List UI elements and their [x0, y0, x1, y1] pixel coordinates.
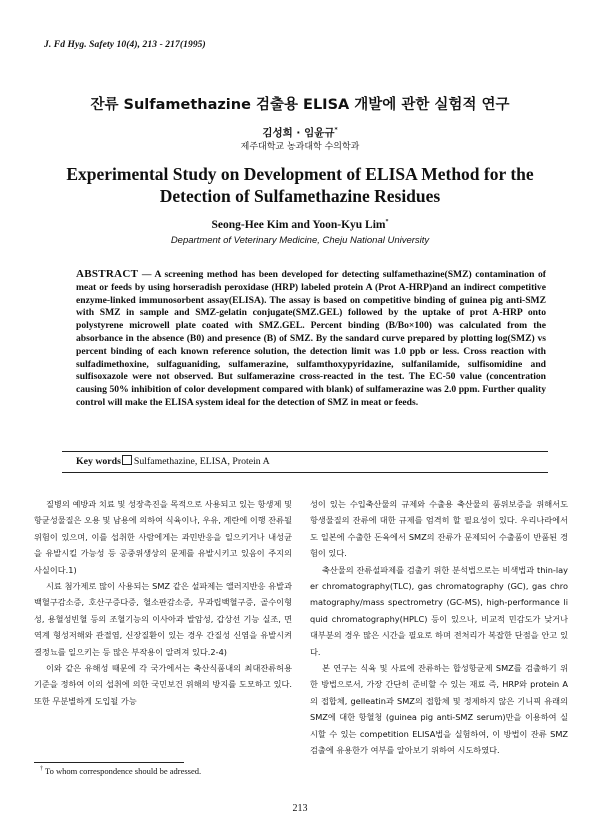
footnote — [40, 766, 201, 776]
keywords-label: Key words — [76, 456, 121, 467]
keywords-top-rule — [62, 451, 548, 452]
body-paragraph: 본 연구는 식육 및 사료에 잔류하는 합성항균제 SMZ를 검출하기 위한 방법으로서, 가장 간단히 준비할 수 있는 재료 즉, HRP와 protein A의 접합체, gelleatin과 SMZ의 접합체 및 정제하지 않은 기니픽 유래의 SMZ에 대한 항혈청 (guinea pig anti-SMZ serum)만을 이용하여 실시할 수 있는 competition ELISA법을 실험하여, 이 방법이 잔류 SMZ검출에 유용한가 여부를 알아보기 위하여 시도하였다. — [310, 663, 568, 756]
keywords — [76, 455, 270, 467]
abstract-heading: ABSTRACT — [76, 268, 139, 280]
body-paragraph: 성이 있는 수입축산물의 규제와 수출용 축산물의 품위보증을 위해서도 항생물질의 잔류에 대한 규제를 엄격히 할 필요성이 있다. 우리나라에서도 일본에 수출한 돈육에서 SMZ의 잔류가 문제되어 수출품이 반품된 경험이 있다. — [310, 499, 568, 559]
keywords-text: Sulfamethazine, ELISA, Protein A — [133, 456, 270, 467]
english-affiliation: Department of Veterinary Medicine, Cheju National University — [170, 235, 430, 246]
korean-author-mark: * — [334, 126, 338, 134]
english-title: Experimental Study on Development of ELISA Method for the Detection of Sulfamethazine Residues — [66, 164, 534, 206]
korean-author-names: 김성희 · 임윤규 — [262, 127, 335, 139]
korean-affiliation: 제주대학교 농과대학 수의학과 — [240, 142, 360, 152]
body-paragraph: 시료 첨가제로 많이 사용되는 SMZ 같은 설파제는 앨러지반응 유발과 백혈구감소증, 호산구증다증, 혈소판감소증, 무과립백혈구증, 골수이형성, 용혈성빈혈 등의 조혈기능의 이사아과 발암성, 갑상선 기능 실조, 면역계 형성저해와 관절염, 신장질환이 있는 경우 간질성 신염을 유발시켜 결정뇨를 일으키는 등 많은 부작용이 알려져 있다.2-4) — [34, 581, 292, 657]
journal-citation: J. Fd Hyg. Safety 10(4), 213 - 217(1995) — [44, 40, 206, 50]
abstract — [76, 268, 546, 410]
english-authors — [0, 219, 600, 231]
footnote-rule — [34, 762, 184, 763]
keywords-box-icon — [122, 455, 132, 465]
footnote-text: To whom correspondence should be adressed. — [44, 766, 202, 776]
body-column-left — [34, 496, 292, 709]
footnote-mark: † — [40, 766, 43, 773]
keywords-bottom-rule — [62, 472, 548, 473]
body-paragraph: 질병의 예방과 치료 및 성장촉진을 목적으로 사용되고 있는 항생제 및 항균성물질은 오용 및 남용에 의하여 식육이나, 우유, 계란에 이행 잔류될 위험이 있으며, 이를 섭취한 사람에게는 과민반응을 일으키거나 내성균을 유발시킬 가능성 등 공중위생상의 문제를 유발시키고 있음이 주지의 사실이다.1) — [34, 499, 292, 575]
korean-authors — [0, 125, 600, 140]
body-paragraph: 이와 같은 유해성 때문에 각 국가에서는 축산식품내의 최대잔류허용기준을 정하여 이의 섭취에 의한 국민보건 위해의 방지를 도모하고 있다. 또한 무분별하게 도입될 가능 — [34, 663, 292, 706]
korean-title: 잔류 Sulfamethazine 검출용 ELISA 개발에 관한 실험적 연구 — [90, 97, 510, 113]
abstract-text: — A screening method has been developed for detecting sulfamethazine(SMZ) contamination of meat or feeds by using horseradish peroxidase (HRP) labeled protein A (Prot A-HRP)and an indirect competitive enzyme-linked immunosorbent assay(ELISA). The assay is based on competitive binding of guinea pig anti-SMZ with SMZ in sample and SMZ-gelatin conjugate(SMZ.GEL) followed by the uptake of prot A-HRP onto polystyrene microwell plate coated with SMZ.GEL. Percent binding (B/Bo×100) was calculated from the absorbance in the absence (B0) and presence (B) of SMZ. By the sandard curve prepared by plotting log(SMZ) vs percent binding of each known reference solution, the detection limit was 1.0 ppb or less. Cross reaction with sulfadimethoxine, sulfaguaniding, sulfamerazine, sulfamthoxypyridazine, sulfanilamide, sulfisomidine and sulfisoxazole were not observed. But sulfamerazine cross-reacted in the test. The EC-50 value (concentration causing 50% inhibition of color development compared with blank) of sulfamerazine was 2.0 ppm. Further quality control will make the ELISA system ideal for the detection of SMZ in meat or feeds. — [76, 269, 547, 408]
body-column-right — [310, 496, 568, 759]
english-author-mark: * — [385, 219, 389, 226]
english-author-names: Seong-Hee Kim and Yoon-Kyu Lim — [211, 219, 386, 231]
body-paragraph: 축산물의 잔류설파제를 검출키 위한 분석법으로는 비색법과 thin-layer chromatography(TLC), gas chromatography (GC), gas chromatography/mass spectrometry (GC-MS), high-performance liquid chromatography(HPLC) 등이 있으나, 비교적 민감도가 낮거나 대부분의 경우 많은 시간을 필요로 하며 전처리가 복잡한 단점을 안고 있다. — [310, 564, 568, 657]
page-number: 213 — [292, 803, 308, 814]
